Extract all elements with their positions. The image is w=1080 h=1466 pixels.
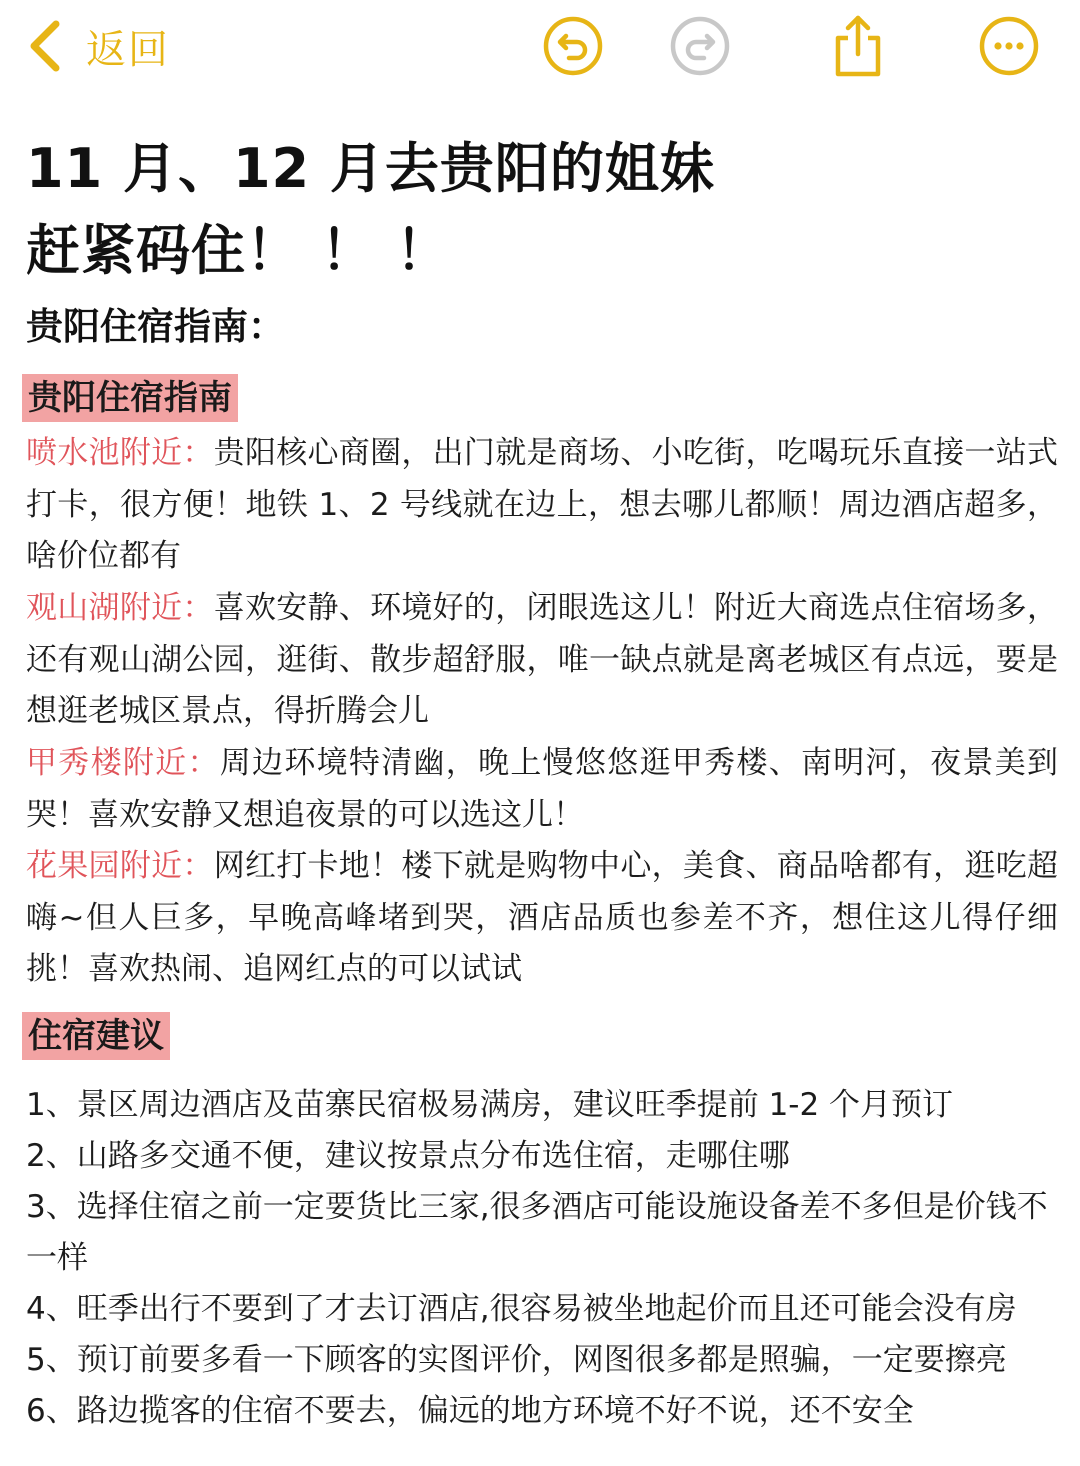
- note-title-line-2: 赶紧码住！ ！ ！: [26, 219, 451, 282]
- toolbar: [0, 0, 1080, 100]
- area-description: 贵阳核心商圈，出门就是商场、小吃街，吃喝玩乐直接一站式打卡，很方便！地铁 1、2 号线就在边上，想去哪儿都顺！周边酒店超多，啥价位都有: [26, 435, 1058, 574]
- note-subtitle: 贵阳住宿指南：: [26, 305, 285, 348]
- undo-button[interactable]: [541, 14, 605, 78]
- tip-item: 5、预订前要多看一下顾客的实图评价，网图很多都是照骗，一定要擦亮: [26, 1342, 1007, 1378]
- tip-item: 2、山路多交通不便，建议按景点分布选住宿，走哪住哪: [26, 1138, 790, 1174]
- back-label: 返回: [86, 26, 170, 73]
- area-paragraph-huaguoyuan: [26, 841, 1058, 996]
- area-description: 周边环境特清幽，晚上慢悠悠逛甲秀楼、南明河，夜景美到哭！喜欢安静又想追夜景的可以选这儿！: [26, 745, 1059, 833]
- share-button[interactable]: [826, 14, 890, 78]
- chevron-left-icon: [24, 18, 64, 74]
- redo-icon: [668, 14, 732, 78]
- redo-button[interactable]: [668, 14, 732, 78]
- area-name: 观山湖附近：: [26, 590, 214, 626]
- tip-item: 4、旺季出行不要到了才去订酒店,很容易被坐地起价而且还可能会没有房: [26, 1291, 1017, 1327]
- area-paragraph-jiaxiulou: [26, 738, 1058, 841]
- area-name: 花果园附近：: [26, 848, 214, 884]
- tip-item: 3、选择住宿之前一定要货比三家,很多酒店可能设施设备差不多但是价钱不一样: [26, 1189, 1048, 1276]
- area-name: 喷水池附近：: [26, 435, 214, 471]
- area-name: 甲秀楼附近：: [26, 745, 220, 781]
- area-description: 喜欢安静、环境好的，闭眼选这儿！附近大商选点住宿场多，还有观山湖公园，逛街、散步超舒服，唯一缺点就是离老城区有点远，要是想逛老城区景点，得折腾会儿: [26, 590, 1058, 729]
- area-paragraph-guanshanhu: [26, 583, 1058, 738]
- area-paragraph-penshuichi: [26, 428, 1058, 583]
- section-heading-accommodation-guide: 贵阳住宿指南: [22, 374, 238, 422]
- tip-item: 6、路边揽客的住宿不要去，偏远的地方环境不好不说，还不安全: [26, 1393, 914, 1429]
- tips-list: [26, 1080, 1058, 1437]
- section-heading-accommodation-tips: 住宿建议: [22, 1012, 170, 1060]
- note-title-line-1: 11 月、12 月去贵阳的姐妹: [26, 137, 715, 200]
- more-button[interactable]: [977, 14, 1041, 78]
- back-button[interactable]: [24, 14, 170, 78]
- tip-item: 1、景区周边酒店及苗寨民宿极易满房，建议旺季提前 1-2 个月预订: [26, 1087, 954, 1123]
- area-description: 网红打卡地！楼下就是购物中心，美食、商品啥都有，逛吃超嗨~但人巨多，早晚高峰堵到哭，酒店品质也参差不齐，想住这儿得仔细挑！喜欢热闹、追网红点的可以试试: [26, 848, 1058, 987]
- share-icon: [826, 14, 890, 78]
- more-icon: [977, 14, 1041, 78]
- undo-icon: [541, 14, 605, 78]
